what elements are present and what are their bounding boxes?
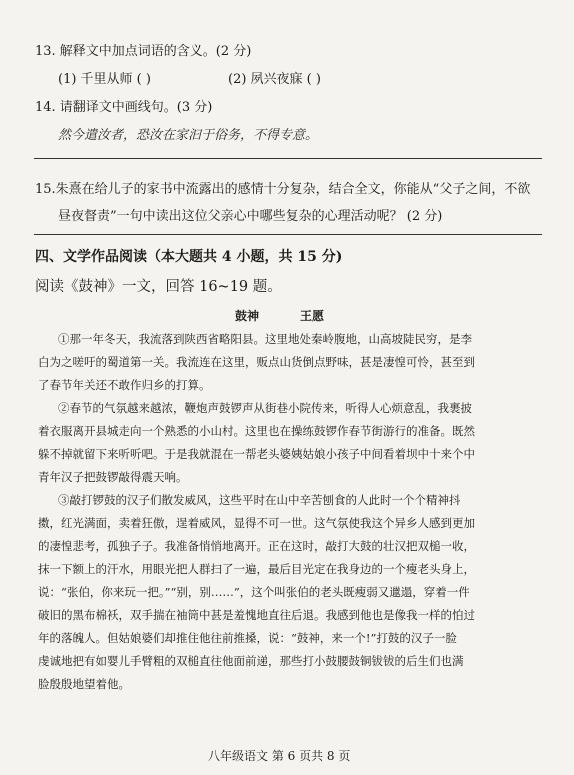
article-line: 躲不掉就留下来听听吧。于是我就混在一帮老头婆姨姑娘小孩子中间看着坝中十来个中 bbox=[38, 447, 475, 461]
article-title: 鼓神 bbox=[235, 309, 260, 323]
article-line: 白为之嗟吁的蜀道第一关。我流连在这里，贩点山货倒点野味，甚是凄惶可怜，甚至到 bbox=[38, 355, 475, 369]
article-body bbox=[38, 328, 475, 696]
article-line: 年的落魄人。但姑娘婆们却推住他往前推搡，说：“鼓神，来一个!”打鼓的汉子一脸 bbox=[38, 631, 457, 645]
page-footer: 八年级语文 第 6 页共 8 页 bbox=[208, 749, 351, 763]
question-14-stem: 14. 请翻译文中画线句。(3 分) bbox=[35, 100, 213, 115]
article-line: 破旧的黑布棉袄，双手揣在袖筒中甚是羞愧地直往后退。我感到他也是像我一样的怕过 bbox=[38, 608, 475, 622]
question-13-stem: 13. 解释文中加点词语的含义。(2 分) bbox=[35, 44, 252, 59]
section-4-intro: 阅读《鼓神》一文，回答 16~19 题。 bbox=[35, 279, 282, 295]
article-author: 王愿 bbox=[300, 309, 325, 323]
article-line: ③敲打锣鼓的汉子们散发威风，这些平时在山中辛苦刨食的人此时一个个精神抖 bbox=[58, 493, 461, 507]
section-4-heading: 四、文学作品阅读（本大题共 4 小题，共 15 分) bbox=[35, 249, 343, 265]
article-line: 脸殷殷地望着他。 bbox=[38, 677, 130, 691]
article-line: 着衣服离开县城走向一个熟悉的小山村。这里也在操练鼓锣作春节街游行的准备。既然 bbox=[38, 424, 475, 438]
question-13-item-2: (2) 夙兴夜寐 ( ) bbox=[228, 72, 321, 87]
article-line: 了春节年关还不敢作归乡的打算。 bbox=[38, 378, 211, 392]
article-line: 青年汉子把鼓锣敲得震天响。 bbox=[38, 470, 188, 484]
question-13-item-1: (1) 千里从师 ( ) bbox=[58, 72, 151, 87]
answer-line bbox=[34, 234, 542, 235]
question-15-line-2: 昼夜督责”一句中读出这位父亲心中哪些复杂的心理活动呢？ (2 分) bbox=[58, 209, 443, 224]
answer-line bbox=[34, 158, 542, 159]
article-line: ②春节的气氛越来越浓，鞭炮声鼓锣声从街巷小院传来，听得人心烦意乱，我裹披 bbox=[58, 401, 472, 415]
article-line: 抹一下额上的汗水，用眼光把人群扫了一遍，最后目光定在我身边的一个瘦老头身上， bbox=[38, 562, 475, 576]
article-line: 的凄惶悲考，孤独子子。我准备悄悄地离开。正在这时，敲打大鼓的壮汉把双槌一收， bbox=[38, 539, 475, 553]
question-15-line-1: 15.朱熹在给儿子的家书中流露出的感情十分复杂，结合全文，你能从“父子之间，不欲 bbox=[35, 182, 531, 197]
article-line: 擞，红光满面，卖着狂傲，逞着威风，显得不可一世。这气氛使我这个异乡人感到更加 bbox=[38, 516, 475, 530]
article-line: ①那一年冬天，我流落到陕西省略阳县。这里地处秦岭腹地，山高坡陡民穷，是李 bbox=[58, 332, 472, 346]
article-line: 虔诚地把有如婴儿手臂粗的双槌直往他面前递，那些打小鼓腰鼓铜钹钹的后生们也满 bbox=[38, 654, 464, 668]
question-14-handwritten-answer: 然今遣汝者，恐汝在家汩于俗务，不得专意。 bbox=[58, 128, 319, 143]
article-line: 说：“张伯，你来玩一把。”“别，别……”，这个叫张伯的老头既瘦弱又邋遢，穿着一件 bbox=[38, 585, 470, 599]
